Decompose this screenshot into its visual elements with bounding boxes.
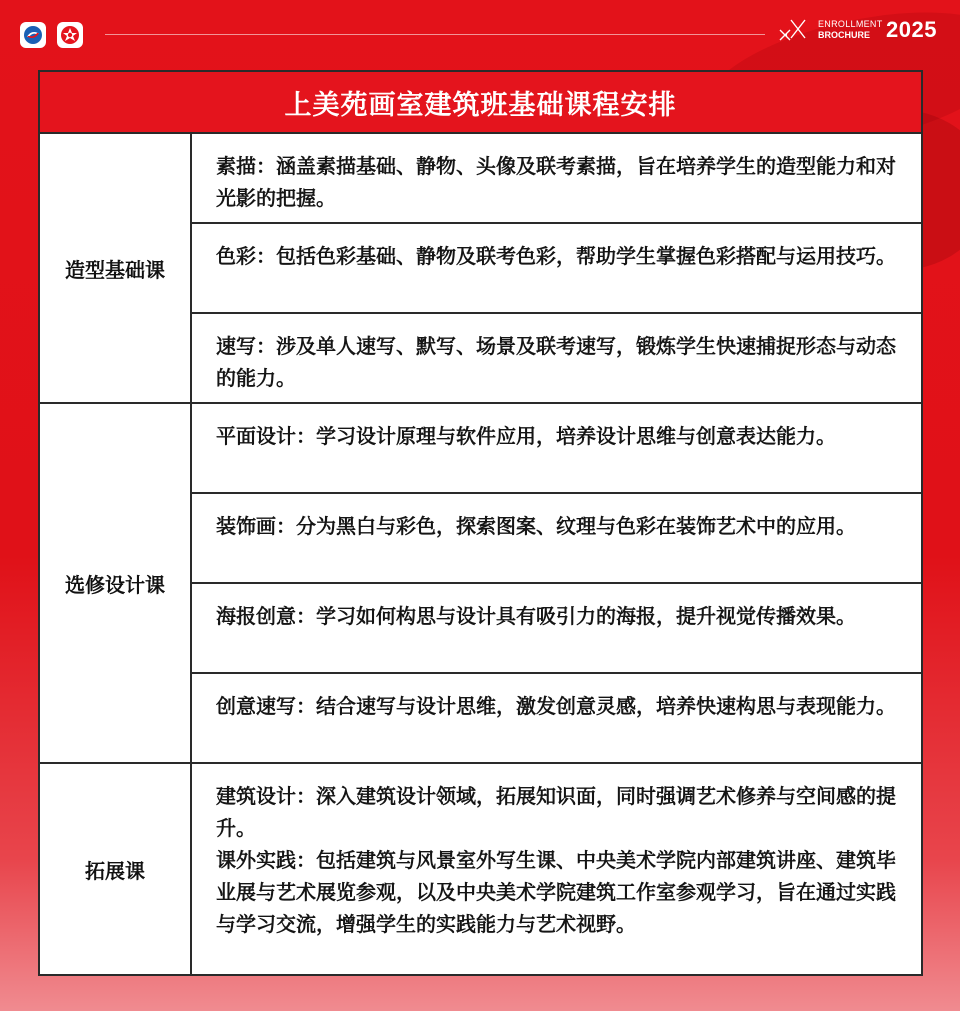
brochure-line-1: ENROLLMENT [818, 19, 883, 29]
cross-icon [778, 18, 808, 44]
course-group [40, 764, 921, 974]
course-item: 速写：涉及单人速写、默写、场景及联考速写，锻炼学生快速捕捉形态与动态的能力。 [216, 334, 896, 390]
brochure-label [818, 20, 883, 40]
course-item: 建筑设计：深入建筑设计领域，拓展知识面，同时强调艺术修养与空间感的提升。 [216, 784, 896, 840]
course-item: 色彩：包括色彩基础、静物及联考色彩，帮助学生掌握色彩搭配与运用技巧。 [192, 224, 921, 314]
year-label: 2025 [886, 17, 937, 42]
group-label: 拓展课 [40, 764, 192, 974]
group-cells [192, 404, 921, 762]
group-cells [192, 134, 921, 402]
group-cells [192, 764, 921, 974]
page-header [0, 0, 960, 68]
header-divider [105, 34, 765, 35]
course-item: 素描：涵盖素描基础、静物、头像及联考素描，旨在培养学生的造型能力和对光影的把握。 [192, 134, 921, 224]
brochure-line-2: BROCHURE [818, 30, 871, 40]
table-title: 上美苑画室建筑班基础课程安排 [40, 72, 921, 134]
course-group [40, 134, 921, 404]
course-item: 装饰画：分为黑白与彩色，探索图案、纹理与色彩在装饰艺术中的应用。 [192, 494, 921, 584]
course-item: 创意速写：结合速写与设计思维，激发创意灵感，培养快速构思与表现能力。 [216, 694, 896, 718]
course-schedule-table [38, 70, 923, 976]
logo-icon-blue [20, 22, 46, 48]
course-item: 课外实践：包括建筑与风景室外写生课、中央美术学院内部建筑讲座、建筑毕业展与艺术展览参观，以及中央美术学院建筑工作室参观学习，旨在通过实践与学习交流，增强学生的实践能力与艺术视野。 [216, 848, 896, 936]
logo-icon-red [57, 22, 83, 48]
course-item-combined [192, 764, 921, 974]
course-item: 平面设计：学习设计原理与软件应用，培养设计思维与创意表达能力。 [192, 404, 921, 494]
course-group [40, 404, 921, 764]
course-item: 海报创意：学习如何构思与设计具有吸引力的海报，提升视觉传播效果。 [192, 584, 921, 674]
group-label: 造型基础课 [40, 134, 192, 402]
group-label: 选修设计课 [40, 404, 192, 762]
